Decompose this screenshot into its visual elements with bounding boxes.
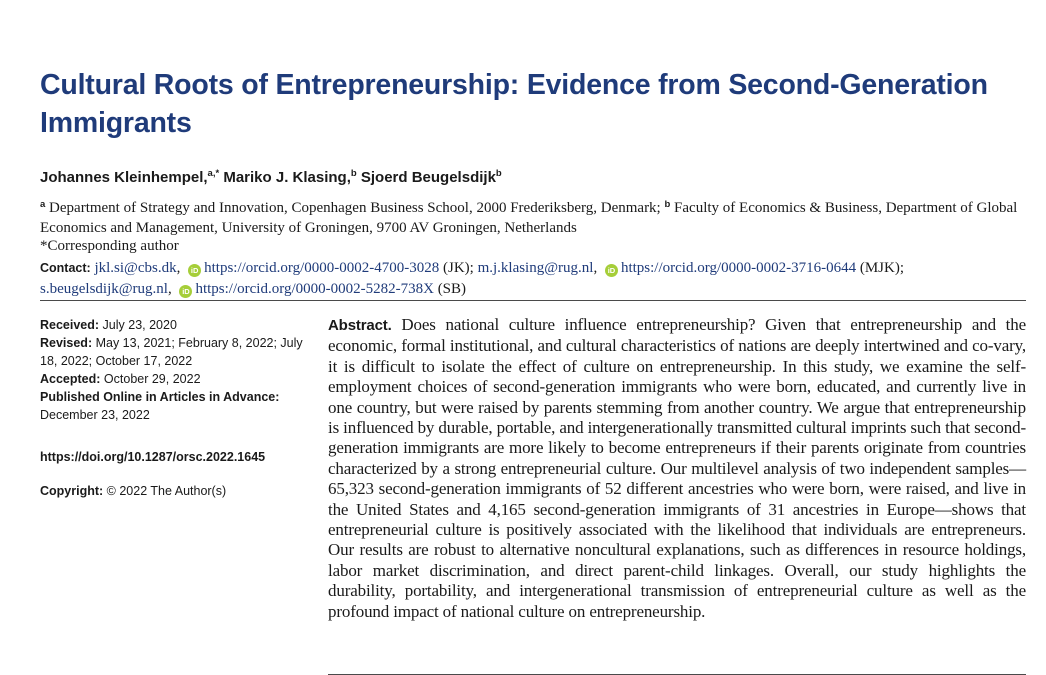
author-list xyxy=(40,164,502,188)
affiliation-b: Faculty of Economics & Business, Department of Global Economics and Management, University of Groningen, 9700 AV Groningen, Netherlands xyxy=(40,200,1018,236)
header-divider xyxy=(40,300,1026,301)
published-value: December 23, 2022 xyxy=(40,408,150,422)
orcid-link-1[interactable]: https://orcid.org/0000-0002-4700-3028 xyxy=(204,260,440,276)
copyright-label: Copyright: xyxy=(40,484,104,498)
author-affiliation-mark: b xyxy=(350,168,357,179)
received-date xyxy=(40,316,310,334)
abstract-text: Does national culture influence entrepreneurship? Given that entrepreneurship and the economic, formal institutional, and cultural characteristics of nations are deeply intertwined and co-vary, it is difficult to isolate the effect of culture on entrepreneurship. In this study, we examine the self-employment choices of second-generation immigrants who were born, educated, and currently live in one country, but were raised by parents stemming from another country. We argue that entrepreneurship is influenced by durable, portable, and intergenerationally transmitted cultural imprints such that second-generation immigrants are more likely to become entrepreneurs if their parents originate from countries characterized by a strong entrepreneurial culture. Our multilevel analysis of two independent samples—65,323 second-generation immigrants of 52 different ancestries who were born, were raised, and live in the United States and 4,165 second-generation immigrants of 31 ancestries in Europe—shows that entrepreneurial culture is positively associated with the likelihood that individuals are entrepreneurs. Our results are robust to alternative noncultural explanations, such as differences in resource holdings, labor market discrimination, and direct parent-child linkages. Overall, our study highlights the durability, portability, and intergenerational transmission of entrepreneurial culture as well as the profound impact of national culture on entrepreneurship. xyxy=(328,315,1026,621)
email-link-1[interactable]: jkl.si@cbs.dk xyxy=(94,260,177,276)
copyright-row xyxy=(40,482,310,500)
published-label: Published Online in Articles in Advance: xyxy=(40,390,280,404)
accepted-date xyxy=(40,370,310,388)
author-affiliation-mark: b xyxy=(495,168,502,179)
author-name: Mariko J. Klasing, xyxy=(223,169,351,186)
published-date xyxy=(40,388,310,424)
revised-value: May 13, 2021; February 8, 2022; July 18, 2022; October 17, 2022 xyxy=(40,336,303,368)
received-value: July 23, 2020 xyxy=(102,318,177,332)
revised-dates xyxy=(40,334,310,370)
affiliation-mark-b: b xyxy=(664,199,671,210)
article-title: Cultural Roots of Entrepreneurship: Evidence from Second-Generation Immigrants xyxy=(40,69,988,139)
contact-info: Contact: jkl.si@cbs.dk, iD https://orcid.org/0000-0002-4700-3028 (JK); m.j.klasing@rug.nl, iD https://orcid.org/0000-0002-3716-0644 (MJK); s.beugelsdijk@rug.nl, iD https://orcid.org/0000-0002-5282-738X (SB) xyxy=(40,260,905,297)
orcid-icon: iD xyxy=(179,285,192,298)
received-label: Received: xyxy=(40,318,100,332)
abstract-label: Abstract. xyxy=(328,317,392,334)
accepted-label: Accepted: xyxy=(40,372,101,386)
author-initials: (SB) xyxy=(437,280,467,297)
abstract xyxy=(328,315,1026,622)
doi-row xyxy=(40,448,310,466)
author-name: Johannes Kleinhempel, xyxy=(40,169,208,186)
author-name: Sjoerd Beugelsdijk xyxy=(360,169,496,186)
accepted-value: October 29, 2022 xyxy=(103,372,201,386)
email-link-2[interactable]: m.j.klasing@rug.nl xyxy=(477,260,594,276)
doi-link[interactable]: https://doi.org/10.1287/orsc.2022.1645 xyxy=(40,450,266,464)
email-link-3[interactable]: s.beugelsdijk@rug.nl xyxy=(40,280,168,297)
author-affiliation-mark: a,* xyxy=(207,168,220,179)
affiliation-mark-a: a xyxy=(40,199,46,210)
orcid-link-3[interactable]: https://orcid.org/0000-0002-5282-738X xyxy=(195,280,434,297)
orcid-icon: iD xyxy=(188,264,201,277)
orcid-link-2[interactable]: https://orcid.org/0000-0002-3716-0644 xyxy=(620,260,857,276)
article-history xyxy=(40,316,310,500)
author-initials: (MJK); xyxy=(859,260,905,276)
orcid-icon: iD xyxy=(605,264,618,277)
affiliations xyxy=(40,195,1020,238)
copyright-value: © 2022 The Author(s) xyxy=(106,484,227,498)
revised-label: Revised: xyxy=(40,336,93,350)
contact-label: Contact: xyxy=(40,261,91,275)
corresponding-author-note: *Corresponding author xyxy=(40,238,179,254)
affiliation-a: Department of Strategy and Innovation, Copenhagen Business School, 2000 Frederiksberg, Denmark; xyxy=(49,200,661,216)
author-initials: (JK); xyxy=(442,260,474,276)
